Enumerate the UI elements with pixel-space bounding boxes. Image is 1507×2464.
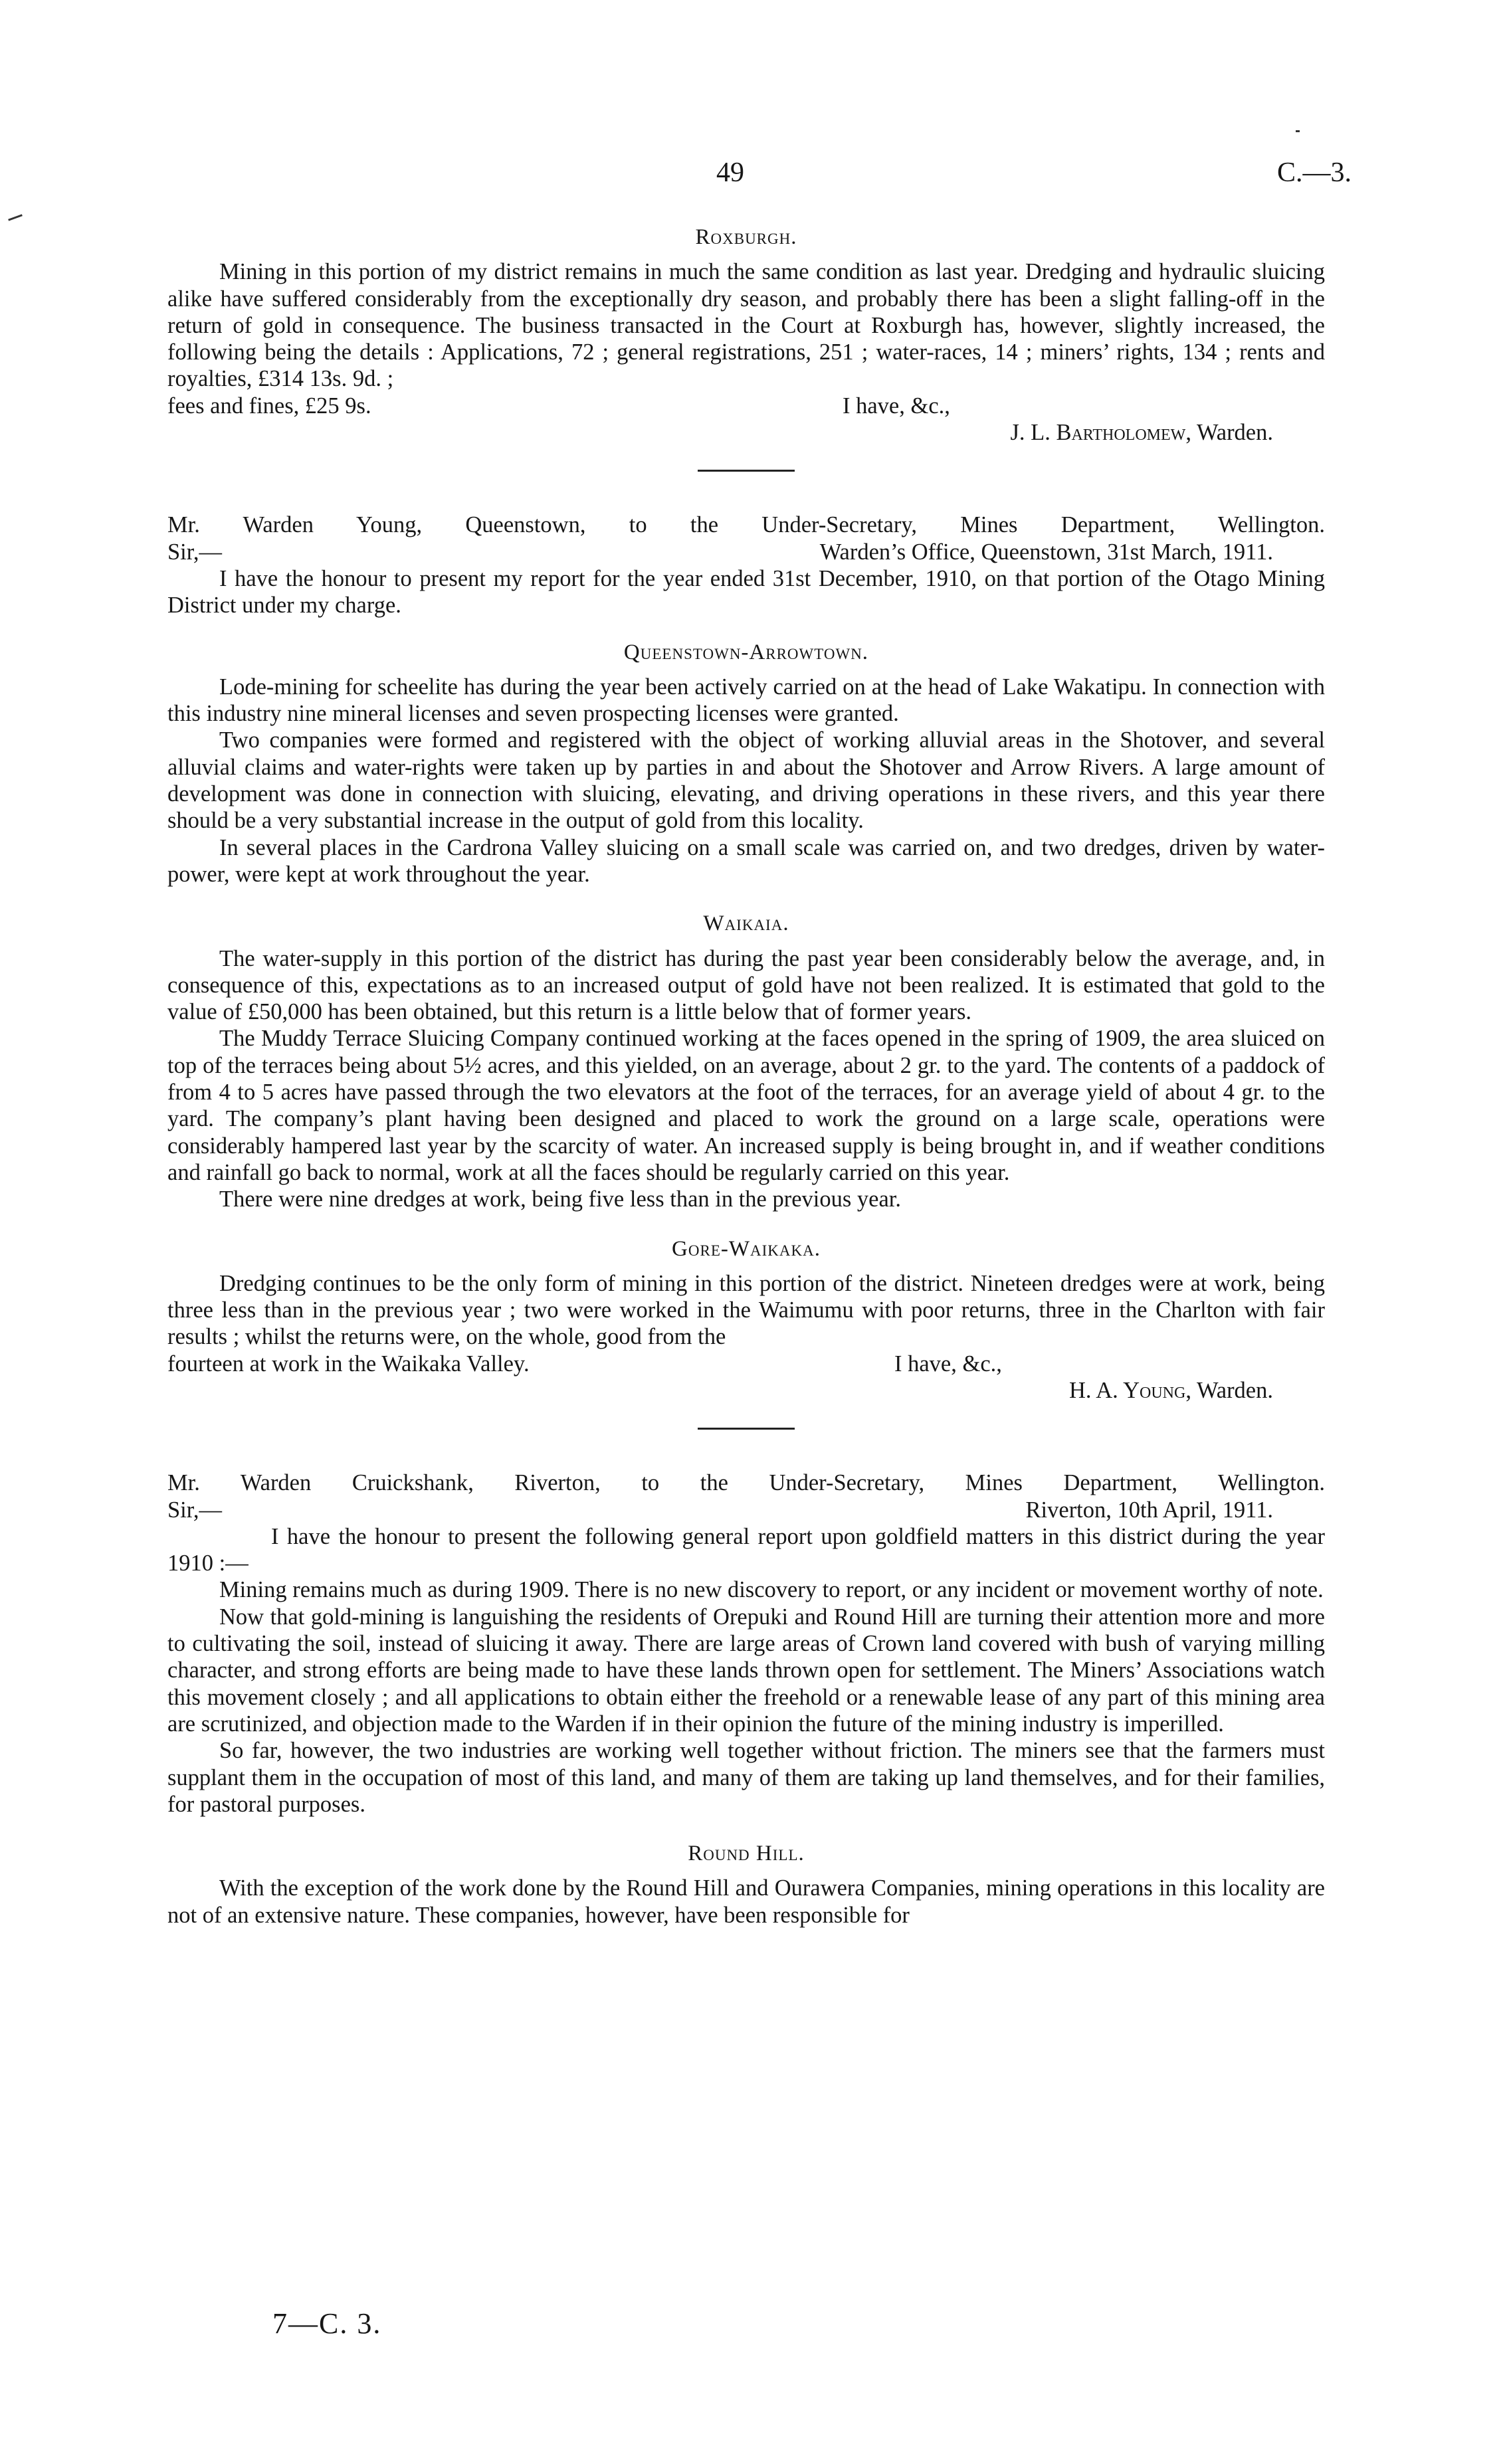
signature-name: H. A. Young xyxy=(1068,1377,1186,1403)
signature-name: J. L. Bartholomew xyxy=(1010,420,1186,446)
section-heading-queenstown: Queenstown-Arrowtown. xyxy=(623,640,869,664)
young-letter-address: Mr. Warden Young, Queenstown, to the Under-Secretary, Mines Department, Wellington. xyxy=(167,512,1325,538)
gore-closing: I have, &c., xyxy=(894,1351,1002,1376)
young-intro: I have the honour to present my report for the year ended 31st December, 1910, on that portion of the Otago Mining District under my charge. xyxy=(167,565,1325,618)
cruickshank-paragraph: Mining remains much as during 1909. There is no new discovery to report, or any incident or movement worthy of note. xyxy=(219,1577,1324,1603)
cruickshank-salutation-line xyxy=(167,1497,1325,1523)
gore-last-line: fourteen at work in the Waikaka Valley. xyxy=(167,1351,530,1376)
section-divider xyxy=(698,1428,795,1430)
gore-signature xyxy=(167,1377,1325,1404)
waikaia-paragraph: The Muddy Terrace Sluicing Company continued working at the faces opened in the spring of 1909, the area sluiced on top of the terraces being about 5½ acres, and this yielded, on an average, about 2 gr. to the yard. The contents of a paddock of from 4 to 5 acres have passed through the two elevators at the foot of the terraces, for an average yield of about 4 gr. to the yard. The company’s plant having been designed and placed to work the ground on a large scale, operations were considerably hampered last year by the scarcity of water. An increased supply is being brought in, and if weather conditions and rainfall go back to normal, work at all the faces should be regularly carried on this year. xyxy=(167,1026,1325,1185)
queenstown-paragraph: Lode-mining for scheelite has during the year been actively carried on at the head of Lake Wakatipu. In connection with this industry nine mineral licenses and seven prospecting licenses were granted. xyxy=(167,674,1325,727)
roxburgh-signature xyxy=(167,419,1325,446)
roxburgh-closing: I have, &c., xyxy=(843,393,950,419)
roxburgh-closing-line xyxy=(167,393,1325,419)
section-heading-gore-waikaka: Gore-Waikaka. xyxy=(672,1236,821,1261)
cruickshank-paragraph: Now that gold-mining is languishing the residents of Orepuki and Round Hill are turning their attention more and more to cultivating the soil, instead of sluicing it away. There are large areas of Crown land covered with bush of varying milling character, and strong efforts are being made to have these lands thrown open for settlement. The Miners’ Associations watch this movement closely ; and all applications to obtain either the freehold or a renewable lease of any part of this mining area are scrutinized, and objection made to the Warden if in their opinion the future of the mining industry is imperilled. xyxy=(167,1604,1325,1737)
cruickshank-paragraph: I have the honour to present the following general report upon goldfield matters in this district during the year 1910 :— xyxy=(167,1523,1325,1576)
section-heading-round-hill: Round Hill. xyxy=(688,1842,805,1866)
roxburgh-section xyxy=(167,224,1325,1929)
dateline: Riverton, 10th April, 1911. xyxy=(1025,1497,1273,1523)
section-heading-waikaia: Waikaia. xyxy=(703,911,789,936)
signature-title: , Warden. xyxy=(1185,420,1273,446)
cruickshank-paragraph: So far, however, the two industries are working well together without friction. The miners see that the farmers must supplant them in the occupation of most of this land, and many of them are taking up land themselves, and for their families, for pastoral purposes. xyxy=(167,1738,1325,1817)
margin-mark xyxy=(1296,130,1300,132)
gore-closing-line xyxy=(167,1351,1325,1377)
document-reference: C.—3. xyxy=(1277,157,1352,188)
section-heading-roxburgh: Roxburgh. xyxy=(695,225,797,249)
round-hill-paragraph: With the exception of the work done by the Round Hill and Ourawera Companies, mining operations in this locality are not of an extensive nature. These companies, however, have been responsible for xyxy=(167,1875,1325,1928)
page-number: 49 xyxy=(716,157,744,188)
signature-mark: 7—C. 3. xyxy=(272,2307,382,2340)
salutation: Sir,— xyxy=(167,1497,223,1523)
salutation: Sir,— xyxy=(167,539,223,565)
roxburgh-last-line: fees and fines, £25 9s. xyxy=(167,393,371,419)
cruickshank-letter-address: Mr. Warden Cruickshank, Riverton, to the Under-Secretary, Mines Department, Wellington. xyxy=(167,1470,1325,1496)
signature-title: , Warden. xyxy=(1185,1377,1273,1403)
queenstown-paragraph: In several places in the Cardrona Valley sluicing on a small scale was carried on, and two dredges, driven by water-power, were kept at work throughout the year. xyxy=(167,834,1325,887)
waikaia-paragraph: There were nine dredges at work, being five less than in the previous year. xyxy=(219,1186,902,1212)
young-salutation-line xyxy=(167,539,1325,565)
queenstown-paragraph: Two companies were formed and registered with the object of working alluvial areas in the Shotover, and several alluvial claims and water-rights were taken up by parties in and about the Shotover and Arrow Rivers. A large amount of development was done in connection with sluicing, elevating, and driving operations in these rivers, and this year there should be a very substantial increase in the output of gold from this locality. xyxy=(167,727,1325,834)
section-divider xyxy=(698,470,795,472)
margin-mark xyxy=(8,214,23,221)
gore-waikaka-paragraph: Dredging continues to be the only form of mining in this portion of the district. Nineteen dredges were at work, being three less than in the previous year ; two were worked in the Waimumu with poor returns, three in the Charlton with fair results ; whilst the returns were, on the whole, good from the xyxy=(167,1270,1325,1350)
waikaia-paragraph: The water-supply in this portion of the district has during the past year been considerably below the average, and, in consequence of this, expectations as to an increased output of gold have not been realized. It is estimated that gold to the value of £50,000 has been obtained, but this return is a little below that of former years. xyxy=(167,945,1325,1025)
dateline: Warden’s Office, Queenstown, 31st March, 1911. xyxy=(819,539,1273,565)
roxburgh-paragraph: Mining in this portion of my district remains in much the same condition as last year. Dredging and hydraulic sluicing alike have suffered considerably from the exceptionally dry season, and probably there has been a slight falling-off in the return of gold in consequence. The business transacted in the Court at Roxburgh has, however, slightly increased, the following being the details : Applications, 72 ; general registrations, 251 ; water-races, 14 ; miners’ rights, 134 ; rents and royalties, £314 13s. 9d. ; xyxy=(167,259,1325,392)
